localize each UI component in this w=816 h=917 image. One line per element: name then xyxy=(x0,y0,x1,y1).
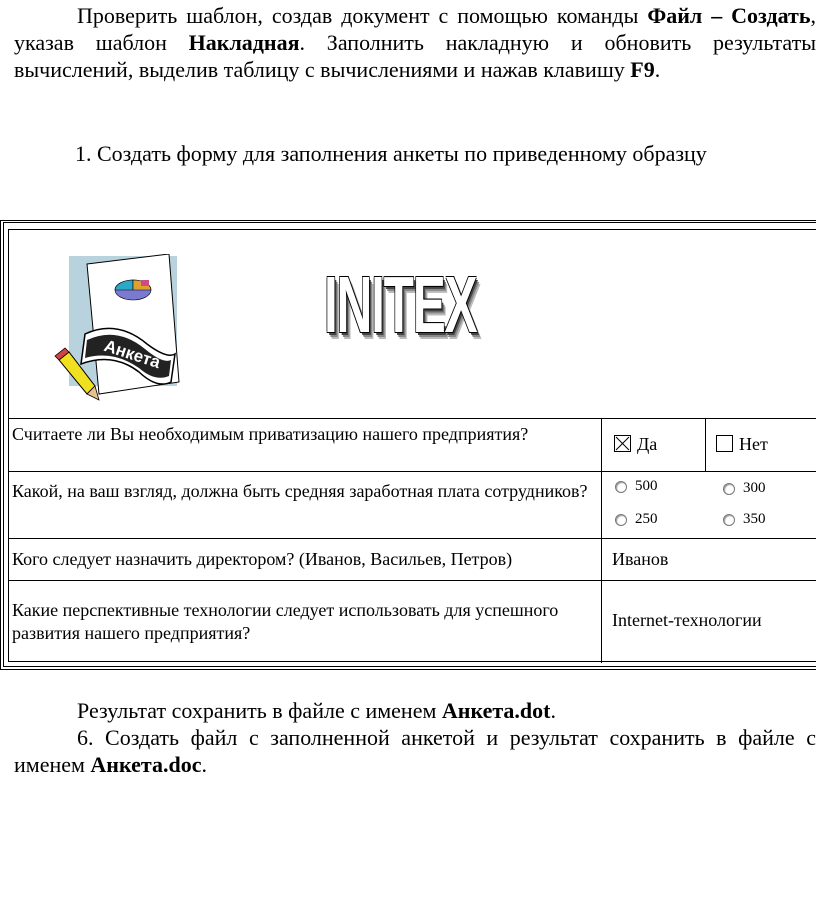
step-1-heading: 1. Создать форму для заполнения анкеты по приведенному образцу xyxy=(75,141,707,166)
logo-wordmark: INITEX xyxy=(324,260,477,349)
result-filename: Анкета.dot xyxy=(441,698,551,723)
radio-option-250[interactable] xyxy=(615,508,658,531)
intro-bold-key: F9 xyxy=(630,57,655,82)
intro-text-4: . xyxy=(654,57,661,82)
questionnaire-form xyxy=(8,229,816,662)
technologies-field[interactable]: Internet-технологии xyxy=(612,610,762,630)
step-6-paragraph xyxy=(14,724,816,778)
intro-text-2: , указав шаблон xyxy=(14,3,816,55)
option-yes[interactable] xyxy=(614,433,657,456)
result-text: Результат сохранить в файле с именем xyxy=(77,698,442,723)
form-header xyxy=(9,230,816,420)
intro-paragraph xyxy=(14,2,816,83)
result-paragraph xyxy=(77,697,816,724)
radio-label-350: 350 xyxy=(743,511,766,527)
radio-option-300[interactable] xyxy=(723,477,766,500)
option-yes-label: Да xyxy=(637,434,658,454)
checkbox-unchecked-icon[interactable] xyxy=(716,435,733,452)
question-salary: Какой, на ваш взгляд, должна быть средняя заработная плата сотрудников? xyxy=(12,481,588,501)
radio-label-250: 250 xyxy=(635,511,658,527)
option-no-label: Нет xyxy=(739,434,768,454)
questionnaire-clipart-icon xyxy=(47,254,197,424)
checkbox-checked-icon[interactable] xyxy=(614,435,631,452)
question-technologies: Какие перспективные технологии следует использовать для успешного развития нашего предприятия? xyxy=(12,600,559,643)
intro-bold-template: Накладная xyxy=(188,30,300,55)
question-row-privatization xyxy=(9,418,816,472)
radio-icon[interactable] xyxy=(615,481,627,493)
step-6-text: 6. Создать файл с заполненной анкетой и результат сохранить в файле с именем xyxy=(14,725,816,777)
step-6-text-end: . xyxy=(201,752,207,777)
intro-text-1: Проверить шаблон, создав документ с помощью команды xyxy=(77,3,648,28)
badge-text: Анкета xyxy=(101,336,163,373)
radio-icon[interactable] xyxy=(723,514,735,526)
option-no[interactable] xyxy=(716,433,768,456)
question-row-director xyxy=(9,538,816,581)
step-6-filename: Анкета.doc xyxy=(90,752,202,777)
question-row-salary xyxy=(9,471,816,539)
radio-icon[interactable] xyxy=(615,514,627,526)
question-row-technologies xyxy=(9,580,816,663)
radio-icon[interactable] xyxy=(723,483,735,495)
intro-text-3: . Заполнить накладную и обновить результаты вычислений, выделив таблицу с вычислениями и нажав клавишу xyxy=(14,30,816,82)
director-field[interactable]: Иванов xyxy=(612,549,669,569)
question-director: Кого следует назначить директором? (Иванов, Васильев, Петров) xyxy=(12,549,513,569)
radio-label-300: 300 xyxy=(743,480,766,496)
radio-option-500[interactable] xyxy=(615,475,658,498)
radio-option-350[interactable] xyxy=(723,508,766,531)
question-privatization: Считаете ли Вы необходимым приватизацию нашего предприятия? xyxy=(12,424,529,444)
intro-bold-menu: Файл – Создать xyxy=(647,3,811,28)
result-text-end: . xyxy=(550,698,556,723)
radio-label-500: 500 xyxy=(635,478,658,494)
